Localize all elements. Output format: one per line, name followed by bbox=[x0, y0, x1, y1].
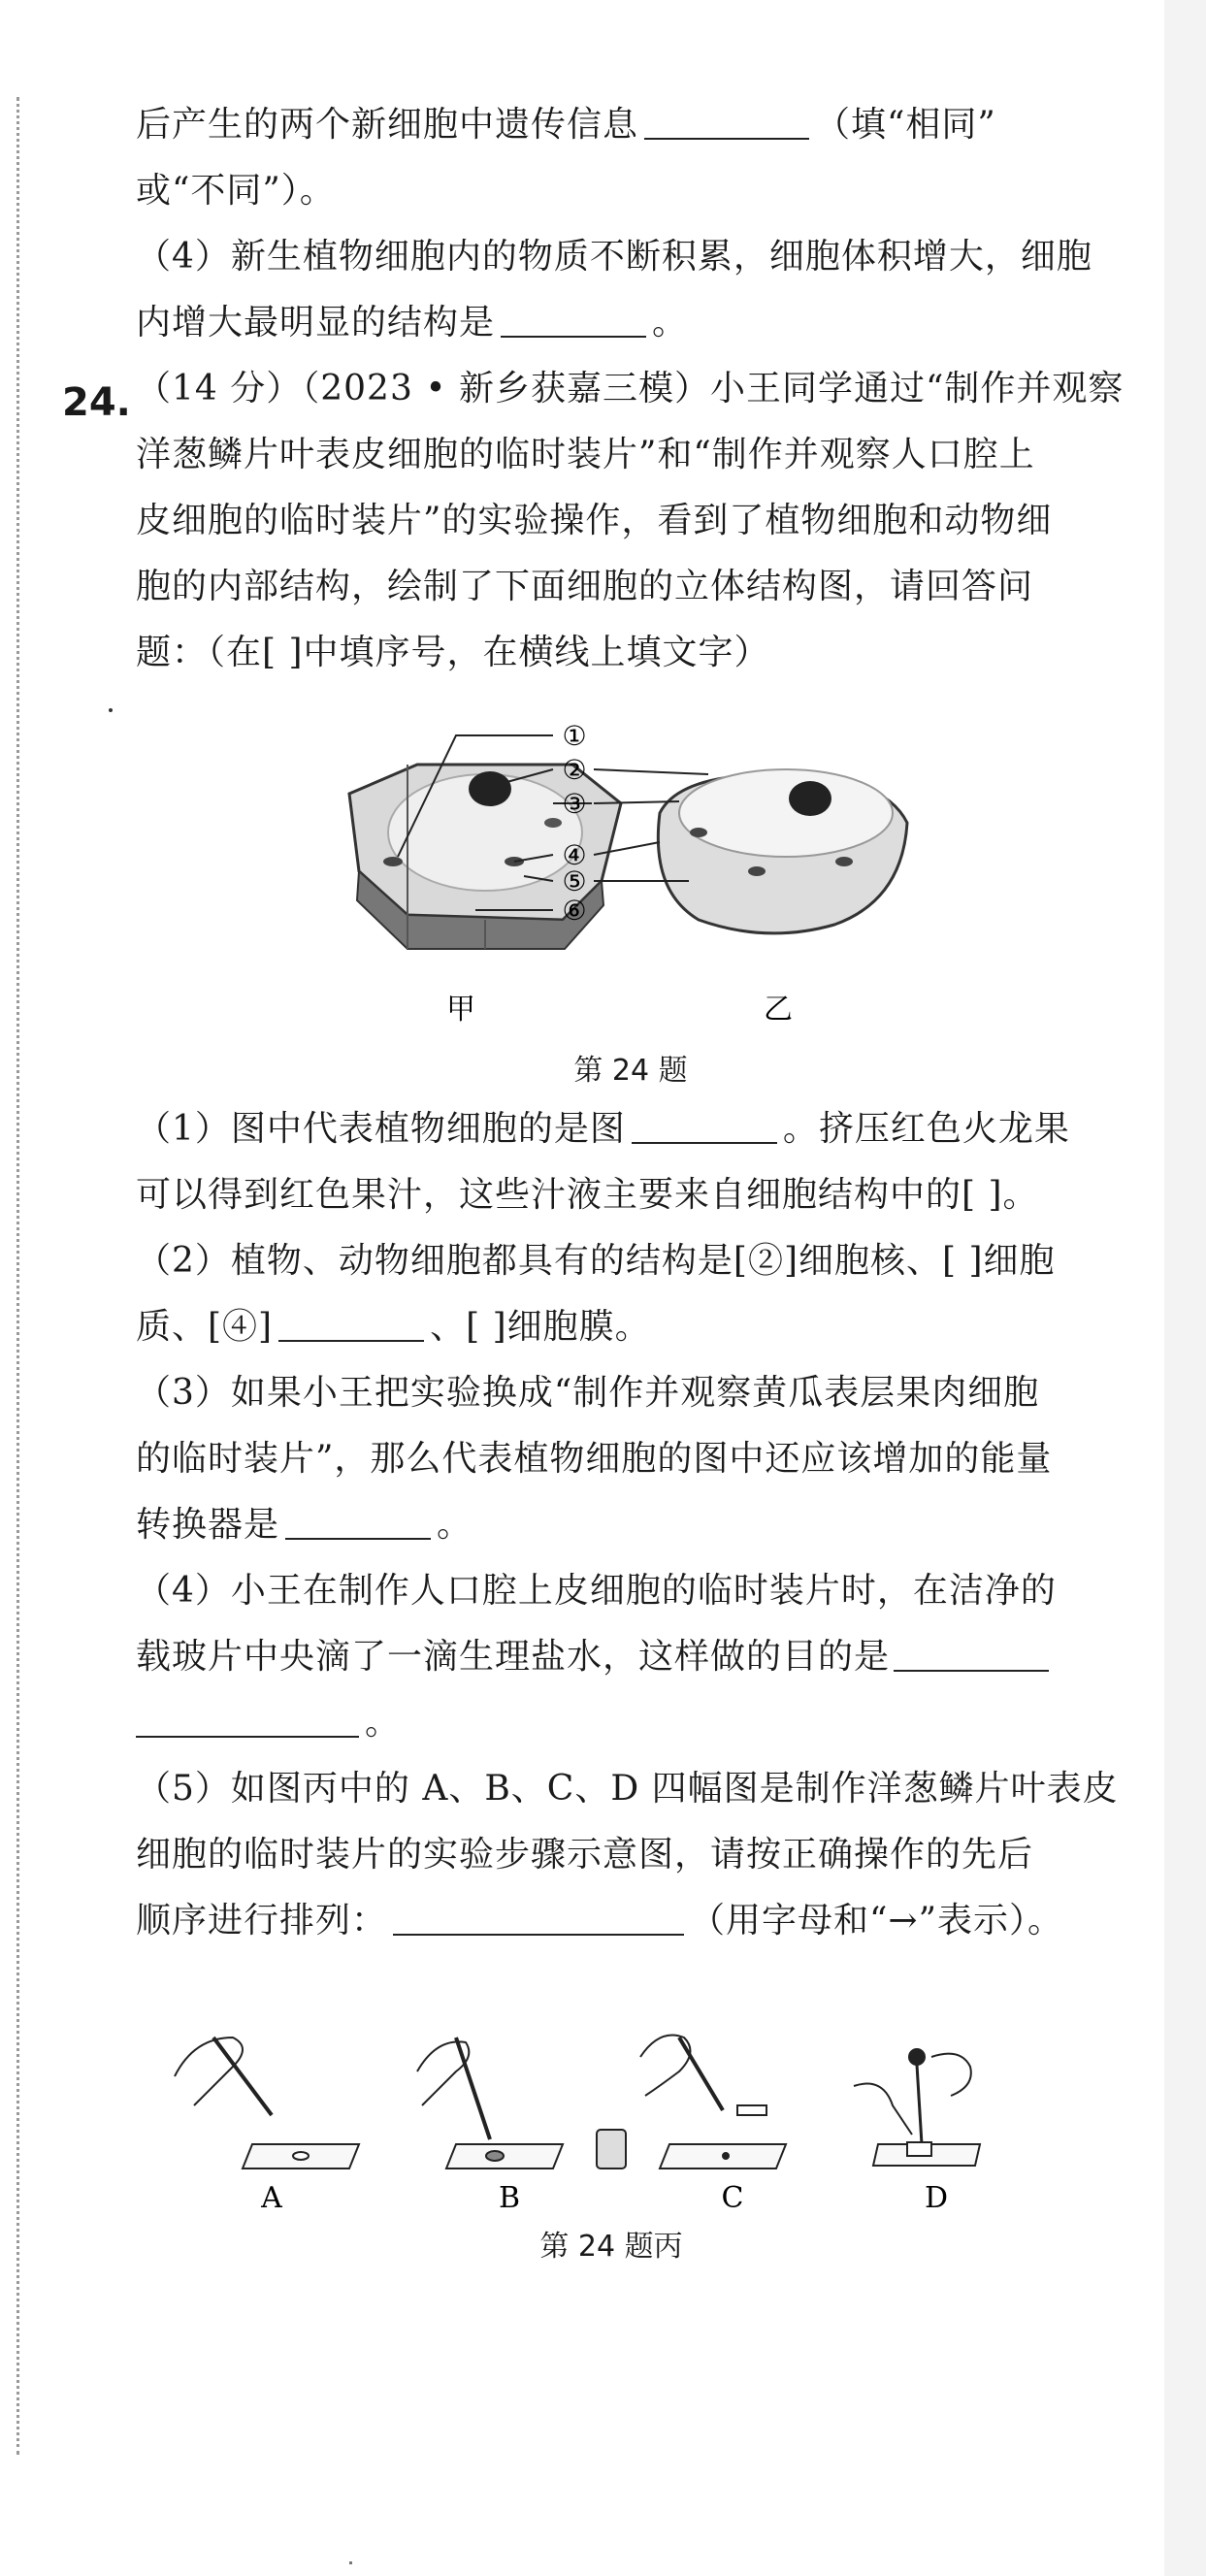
text-line: 顺序进行排列： （用字母和“→”表示）。 bbox=[136, 1888, 1125, 1954]
label-4: ④ bbox=[562, 839, 587, 871]
figure1-caption: 第 24 题 bbox=[573, 1054, 688, 1088]
step-label-c: C bbox=[721, 2181, 744, 2212]
cell-name-jia: 甲 bbox=[446, 993, 475, 1027]
step-b-drawing bbox=[417, 2038, 563, 2168]
text-line: （4）小王在制作人口腔上皮细胞的临时装片时，在洁净的 bbox=[136, 1571, 1057, 1611]
text-line: （4）新生植物细胞内的物质不断积累，细胞体积增大，细胞 bbox=[136, 237, 1092, 277]
text-line: 细胞的临时装片的实验步骤示意图，请按正确操作的先后 bbox=[136, 1835, 1034, 1875]
text-line: 。 bbox=[136, 1690, 1125, 1756]
text-line: 皮细胞的临时装片”的实验操作，看到了植物细胞和动物细 bbox=[136, 501, 1053, 540]
stray-dot bbox=[349, 2561, 352, 2564]
text-line: （2）植物、动物细胞都具有的结构是[②]细胞核、[ ]细胞 bbox=[136, 1241, 1056, 1281]
cell-structure-figure bbox=[330, 716, 912, 1036]
text-line: 载玻片中央滴了一滴生理盐水，这样做的目的是 bbox=[136, 1624, 1125, 1690]
text-line: 可以得到红色果汁，这些汁液主要来自细胞结构中的[ ]。 bbox=[136, 1175, 1039, 1215]
step-label-a: A bbox=[261, 2181, 282, 2212]
step-label-d: D bbox=[924, 2181, 949, 2212]
text-line: 后产生的两个新细胞中遗传信息 （填“相同” bbox=[136, 92, 1125, 158]
question-number: 24. bbox=[62, 380, 131, 425]
label-5: ⑤ bbox=[562, 865, 587, 897]
step-label-b: B bbox=[498, 2181, 521, 2212]
text-line: （3）如果小王把实验换成“制作并观察黄瓜表层果肉细胞 bbox=[136, 1373, 1040, 1413]
label-6: ⑥ bbox=[562, 895, 587, 927]
stray-dot bbox=[109, 708, 113, 712]
text-line: 洋葱鳞片叶表皮细胞的临时装片”和“制作并观察人口腔上 bbox=[136, 435, 1035, 474]
text-line: （14 分）（2023 • 新乡获嘉三模）小王同学通过“制作并观察 bbox=[136, 369, 1125, 408]
text-line: 的临时装片”，那么代表植物细胞的图中还应该增加的能量 bbox=[136, 1439, 1053, 1479]
procedure-steps-figure bbox=[155, 1999, 1028, 2212]
label-1: ① bbox=[562, 720, 587, 752]
step-a-drawing bbox=[175, 2038, 359, 2168]
text-line: 转换器是 。 bbox=[136, 1492, 1125, 1558]
text-line: （1）图中代表植物细胞的是图 。挤压红色火龙果 bbox=[136, 1096, 1125, 1162]
text-line: 题：（在[ ]中填序号，在横线上填文字） bbox=[136, 633, 770, 672]
step-c-drawing bbox=[597, 2036, 786, 2169]
text-line: 胞的内部结构，绘制了下面细胞的立体结构图，请回答问 bbox=[136, 567, 1034, 606]
text-line: 或“不同”）。 bbox=[136, 171, 336, 211]
text-line: （5）如图丙中的 A、B、C、D 四幅图是制作洋葱鳞片叶表皮 bbox=[136, 1769, 1119, 1809]
animal-cell-drawing bbox=[658, 769, 907, 933]
step-d-drawing bbox=[854, 2049, 980, 2166]
label-3: ③ bbox=[562, 788, 587, 820]
cell-name-yi: 乙 bbox=[764, 993, 793, 1027]
label-2: ② bbox=[562, 754, 587, 786]
text-line: 内增大最明显的结构是 。 bbox=[136, 290, 1125, 356]
figure2-caption: 第 24 题丙 bbox=[539, 2230, 683, 2264]
binding-margin-line bbox=[16, 97, 19, 2455]
text-line: 质、[④] 、[ ]细胞膜。 bbox=[136, 1294, 1125, 1360]
